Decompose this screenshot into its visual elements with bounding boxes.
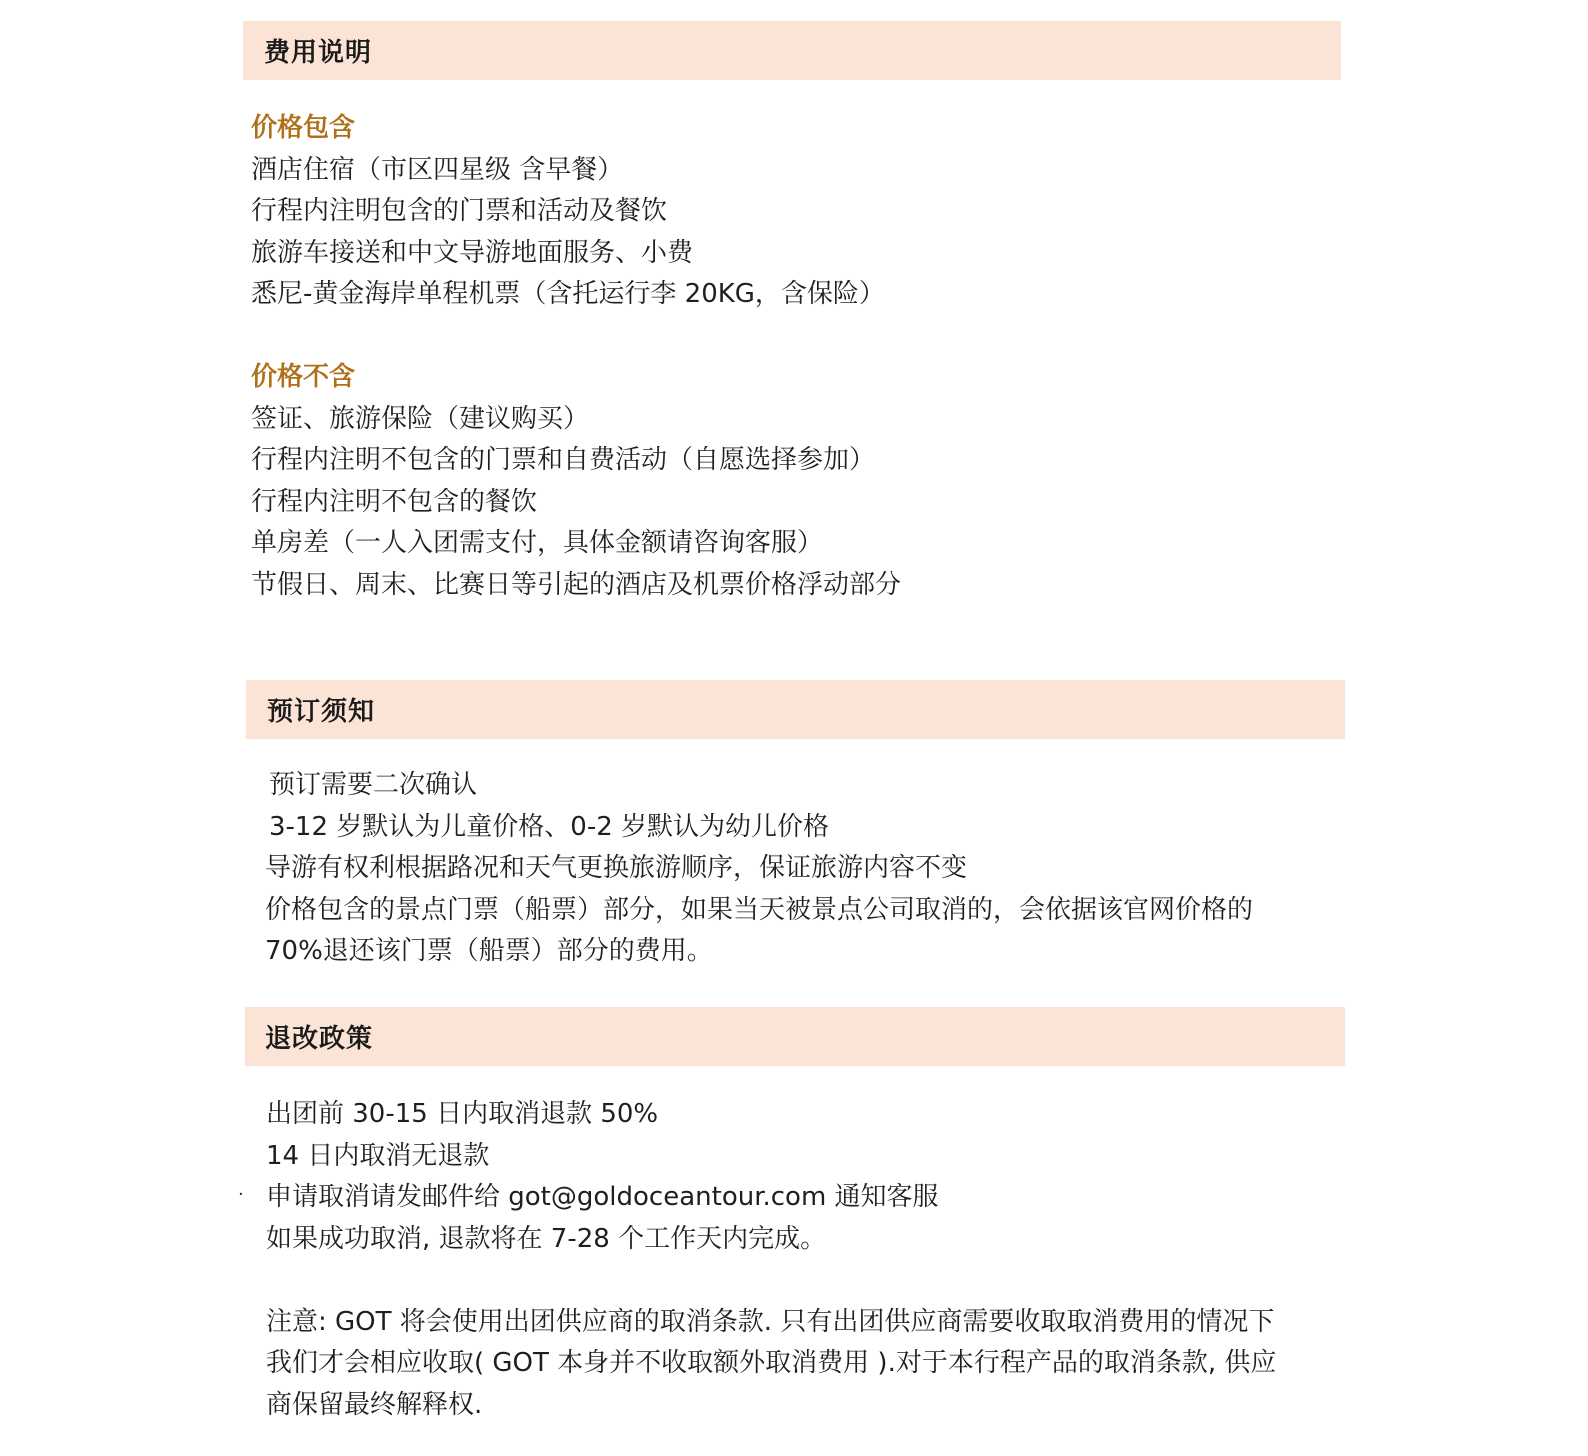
booking-notes xyxy=(265,765,1253,973)
excluded-item: 签证、旅游保险（建议购买） xyxy=(251,403,590,434)
refund-section-header xyxy=(245,1007,1345,1066)
refund-item: 14 日内取消无退款 xyxy=(266,1140,490,1171)
note-line: 我们才会相应收取( GOT 本身并不收取额外取消费用 ).对于本行程产品的取消条款, 供应 xyxy=(266,1348,1277,1378)
spacer xyxy=(266,1260,1276,1302)
included-item: 悉尼-黄金海岸单程机票（含托运行李 20KG，含保险） xyxy=(251,279,885,309)
refund-item: 如果成功取消, 退款将在 7-28 个工作天内完成。 xyxy=(266,1223,827,1254)
booking-item: 导游有权利根据路况和天气更换旅游顺序，保证旅游内容不变 xyxy=(265,853,968,883)
excluded-item: 单房差（一人入团需支付，具体金额请咨询客服） xyxy=(251,528,824,558)
booking-item: 3-12 岁默认为儿童价格、0-2 岁默认为幼儿价格 xyxy=(269,811,830,842)
refund-item: 申请取消请发邮件给 got@goldoceantour.com 通知客服 xyxy=(266,1182,939,1212)
included-heading: 价格包含 xyxy=(251,113,356,143)
excluded-item: 节假日、周末、比赛日等引起的酒店及机票价格浮动部分 xyxy=(251,569,902,600)
excluded-heading: 价格不含 xyxy=(251,362,356,392)
included-item: 旅游车接送和中文导游地面服务、小费 xyxy=(251,237,694,268)
booking-item: 70%退还该门票（船票）部分的费用。 xyxy=(265,936,713,966)
refund-policy xyxy=(266,1094,1276,1426)
included-item: 酒店住宿（市区四星级 含早餐） xyxy=(251,154,624,185)
booking-item: 预订需要二次确认 xyxy=(269,770,478,800)
refund-section-title: 退改政策 xyxy=(265,1024,374,1054)
refund-item: 出团前 30-15 日内取消退款 50% xyxy=(266,1099,659,1129)
fee-details xyxy=(251,108,901,606)
included-item: 行程内注明包含的门票和活动及餐饮 xyxy=(251,196,668,226)
note-line: 商保留最终解释权. xyxy=(266,1389,483,1420)
excluded-item: 行程内注明不包含的门票和自费活动（自愿选择参加） xyxy=(251,445,876,475)
excluded-item: 行程内注明不包含的餐饮 xyxy=(251,486,538,517)
stray-mark: · xyxy=(238,1184,244,1205)
fee-section-title: 费用说明 xyxy=(264,38,373,68)
booking-item: 价格包含的景点门票（船票）部分，如果当天被景点公司取消的，会依据该官网价格的 xyxy=(265,894,1254,925)
fee-section-header xyxy=(243,21,1341,80)
spacer xyxy=(251,316,901,358)
booking-section-header xyxy=(246,680,1345,739)
booking-section-title: 预订须知 xyxy=(267,697,376,727)
note-line: 注意: GOT 将会使用出团供应商的取消条款. 只有出团供应商需要收取取消费用的情况下 xyxy=(266,1306,1275,1337)
